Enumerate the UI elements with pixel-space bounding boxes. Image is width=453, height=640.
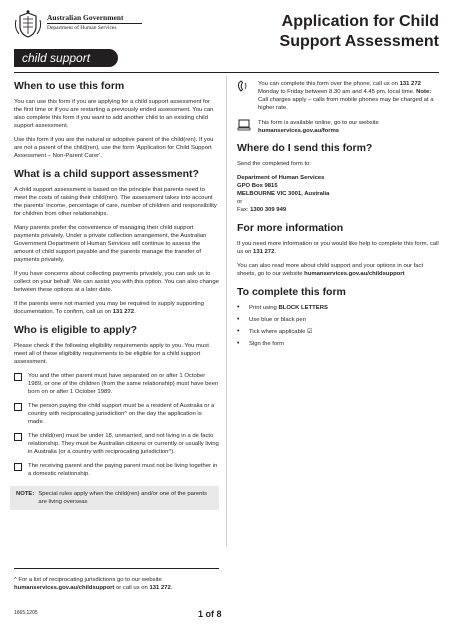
footnote bbox=[14, 576, 224, 592]
eligibility-checkbox[interactable] bbox=[14, 433, 22, 441]
left-column bbox=[14, 80, 219, 518]
paragraph: Many parents prefer the convenience of managing their child support payments privately. Under a private collection arrangement, the Australian Government Department of Human Services will continue to assess the amount of child support payable and the parents manage the transfer of payments privately. bbox=[14, 225, 207, 263]
info-text: You can complete this form over the phone, call us on bbox=[258, 81, 400, 87]
fax-number: 1300 309 949 bbox=[250, 207, 287, 213]
info-text: Call charges apply – calls from mobile phones may be charged at a higher rate. bbox=[258, 97, 434, 111]
coat-of-arms-icon bbox=[14, 10, 42, 40]
section-heading: What is a child support assessment? bbox=[14, 168, 199, 180]
department-name: Department of Human Services bbox=[47, 25, 117, 31]
list-item-text: Use blue or black pen bbox=[249, 317, 306, 323]
fax-label: Fax: bbox=[237, 207, 251, 213]
phone-info bbox=[237, 80, 439, 112]
eligibility-checkbox[interactable] bbox=[14, 403, 22, 411]
list-item bbox=[237, 340, 439, 348]
eligibility-checkbox[interactable] bbox=[14, 463, 22, 471]
bullet-icon: • bbox=[237, 304, 240, 311]
address-line: Department of Human Services bbox=[237, 175, 325, 181]
section-eligibility bbox=[14, 324, 219, 510]
phone-info-text bbox=[258, 80, 439, 112]
program-name: child support bbox=[22, 51, 91, 65]
bullet-icon: • bbox=[237, 328, 240, 335]
list-item bbox=[237, 328, 439, 336]
bullet-icon: • bbox=[237, 340, 240, 347]
column-divider bbox=[226, 76, 227, 546]
paragraph: Use this form if you are the natural or adoptive parent of the child(ren). If you are not a parent of the child(ren), use the form 'Application for Child Support Assessment – Non-Parent Carer'. bbox=[14, 137, 214, 159]
government-name: Australian Government bbox=[47, 13, 124, 22]
list-item bbox=[237, 304, 439, 312]
paragraph-text: If the parents were not married you may be required to supply supporting documentation. To confirm, call us on bbox=[14, 301, 204, 315]
address-line: MELBOURNE VIC 3001, Australia bbox=[237, 191, 330, 197]
paragraph: You can use this form if you are applying for a child support assessment for the first time or if you are restarting a previously ended assessment. You can also complete this form if you want to add another child to an existing child support assessment. bbox=[14, 99, 214, 129]
page-number: 1 of 8 bbox=[198, 609, 222, 619]
page-title: Application for Child Support Assessment bbox=[279, 13, 439, 50]
form-code: 1665.1205 bbox=[14, 610, 38, 616]
list-item-emphasis: BLOCK LETTERS bbox=[278, 305, 328, 311]
eligibility-text: The receiving parent and the paying parent must not be living together in a domestic relationship. bbox=[28, 463, 218, 477]
punctuation: . bbox=[274, 249, 276, 255]
section-heading: For more information bbox=[237, 222, 344, 234]
instruction-list bbox=[237, 304, 439, 348]
list-item-text: Print using bbox=[249, 305, 279, 311]
right-column bbox=[237, 80, 439, 356]
eligibility-text: The person paying the child support must be a resident of Australia or a country with reciprocating jurisdiction^ on the day the application is made. bbox=[28, 403, 215, 425]
paragraph bbox=[237, 240, 439, 256]
footnote-divider bbox=[14, 568, 219, 569]
note-label: Note: bbox=[416, 89, 432, 95]
note-text: Special rules apply when the child(ren) and/or one of the parents are living overseas bbox=[38, 491, 207, 505]
paragraph: Please check if the following eligibility requirements apply to you. You must meet all of these eligibility requirements to be eligible for a child support assessment. bbox=[14, 343, 209, 365]
online-info bbox=[237, 119, 439, 135]
fax-line bbox=[237, 206, 439, 214]
phone-number: 131 272 bbox=[112, 309, 135, 315]
section-what-is-assessment bbox=[14, 168, 219, 316]
website-link[interactable]: humanservices.gov.au/forms bbox=[258, 128, 340, 134]
eligibility-text: The child(ren) must be under 18, unmarried, and not living in a de facto relationship. They must be Australian citizens or currently or usually living in Australia (or a country with reciprocating jurisdiction^). bbox=[28, 433, 219, 455]
list-item bbox=[237, 316, 439, 324]
section-heading: Who is eligible to apply? bbox=[14, 324, 138, 336]
note-box bbox=[10, 486, 219, 510]
section-heading: To complete this form bbox=[237, 286, 346, 298]
header-divider bbox=[14, 72, 439, 73]
section-when-to-use bbox=[14, 80, 219, 160]
note-label: NOTE: bbox=[16, 491, 35, 497]
website-link[interactable]: humanservices.gov.au/childsupport bbox=[304, 271, 405, 277]
phone-number: 131 272 bbox=[399, 81, 421, 87]
section-where-to-send bbox=[237, 142, 439, 214]
online-info-text bbox=[258, 119, 439, 135]
section-heading: When to use this form bbox=[14, 80, 125, 92]
list-item-text: Sign the form bbox=[249, 341, 285, 347]
logo-divider bbox=[47, 23, 142, 24]
address-line: GPO Box 9815 bbox=[237, 183, 278, 189]
phone-number: 131 272 bbox=[149, 585, 171, 591]
footnote-text: or call us on bbox=[114, 585, 150, 591]
eligibility-item bbox=[14, 432, 219, 456]
info-text: This form is available online, go to our website bbox=[258, 120, 379, 126]
paragraph: If you have concerns about collecting payments privately, you can ask us to collect on your behalf. We can assist you with this option. You can also change between these options at a later date. bbox=[14, 271, 219, 293]
punctuation: . bbox=[170, 585, 173, 591]
phone-number: 131 272 bbox=[253, 249, 275, 255]
footnote-link[interactable]: humanservices.gov.au/childsupport bbox=[14, 585, 115, 591]
section-heading: Where do I send this form? bbox=[237, 142, 373, 154]
government-logo bbox=[14, 10, 194, 68]
info-text: Monday to Friday between 8.30 am and 4.45 pm, local time. bbox=[258, 89, 417, 95]
paragraph-text: If you need more information or you would like help to complete this form, call us on bbox=[237, 241, 439, 255]
eligibility-item bbox=[14, 402, 219, 426]
paragraph bbox=[237, 262, 439, 278]
phone-icon bbox=[237, 80, 251, 92]
eligibility-item bbox=[14, 372, 219, 396]
paragraph bbox=[14, 300, 219, 316]
eligibility-checkbox[interactable] bbox=[14, 373, 22, 381]
or-text: or bbox=[237, 199, 243, 205]
paragraph: A child support assessment is based on the principle that parents need to meet the costs of raising their child(ren). The assessment takes into account the parents' income, percentage of care, number of children and responsibility for children from other relationships. bbox=[14, 187, 217, 217]
paragraph: Send the completed form to: bbox=[237, 161, 312, 167]
paragraph-text: You can also read more about child support and your options in our fact sheets, go to our website bbox=[237, 263, 424, 277]
list-item-text: Tick where applicable ☑ bbox=[249, 329, 313, 335]
eligibility-text: You and the other parent must have separated on or after 1 October 1989, or one of the children (from the same relationship) must have been born on or after 1 October 1989. bbox=[28, 373, 219, 395]
punctuation: . bbox=[134, 309, 136, 315]
list-item-text bbox=[249, 304, 328, 312]
eligibility-item bbox=[14, 462, 219, 478]
section-more-info bbox=[237, 222, 439, 278]
computer-icon bbox=[237, 119, 251, 131]
bullet-icon: • bbox=[237, 316, 240, 323]
footnote-text: ^ For a list of reciprocating jurisdictions go to our website bbox=[14, 577, 162, 583]
section-complete-form bbox=[237, 286, 439, 348]
